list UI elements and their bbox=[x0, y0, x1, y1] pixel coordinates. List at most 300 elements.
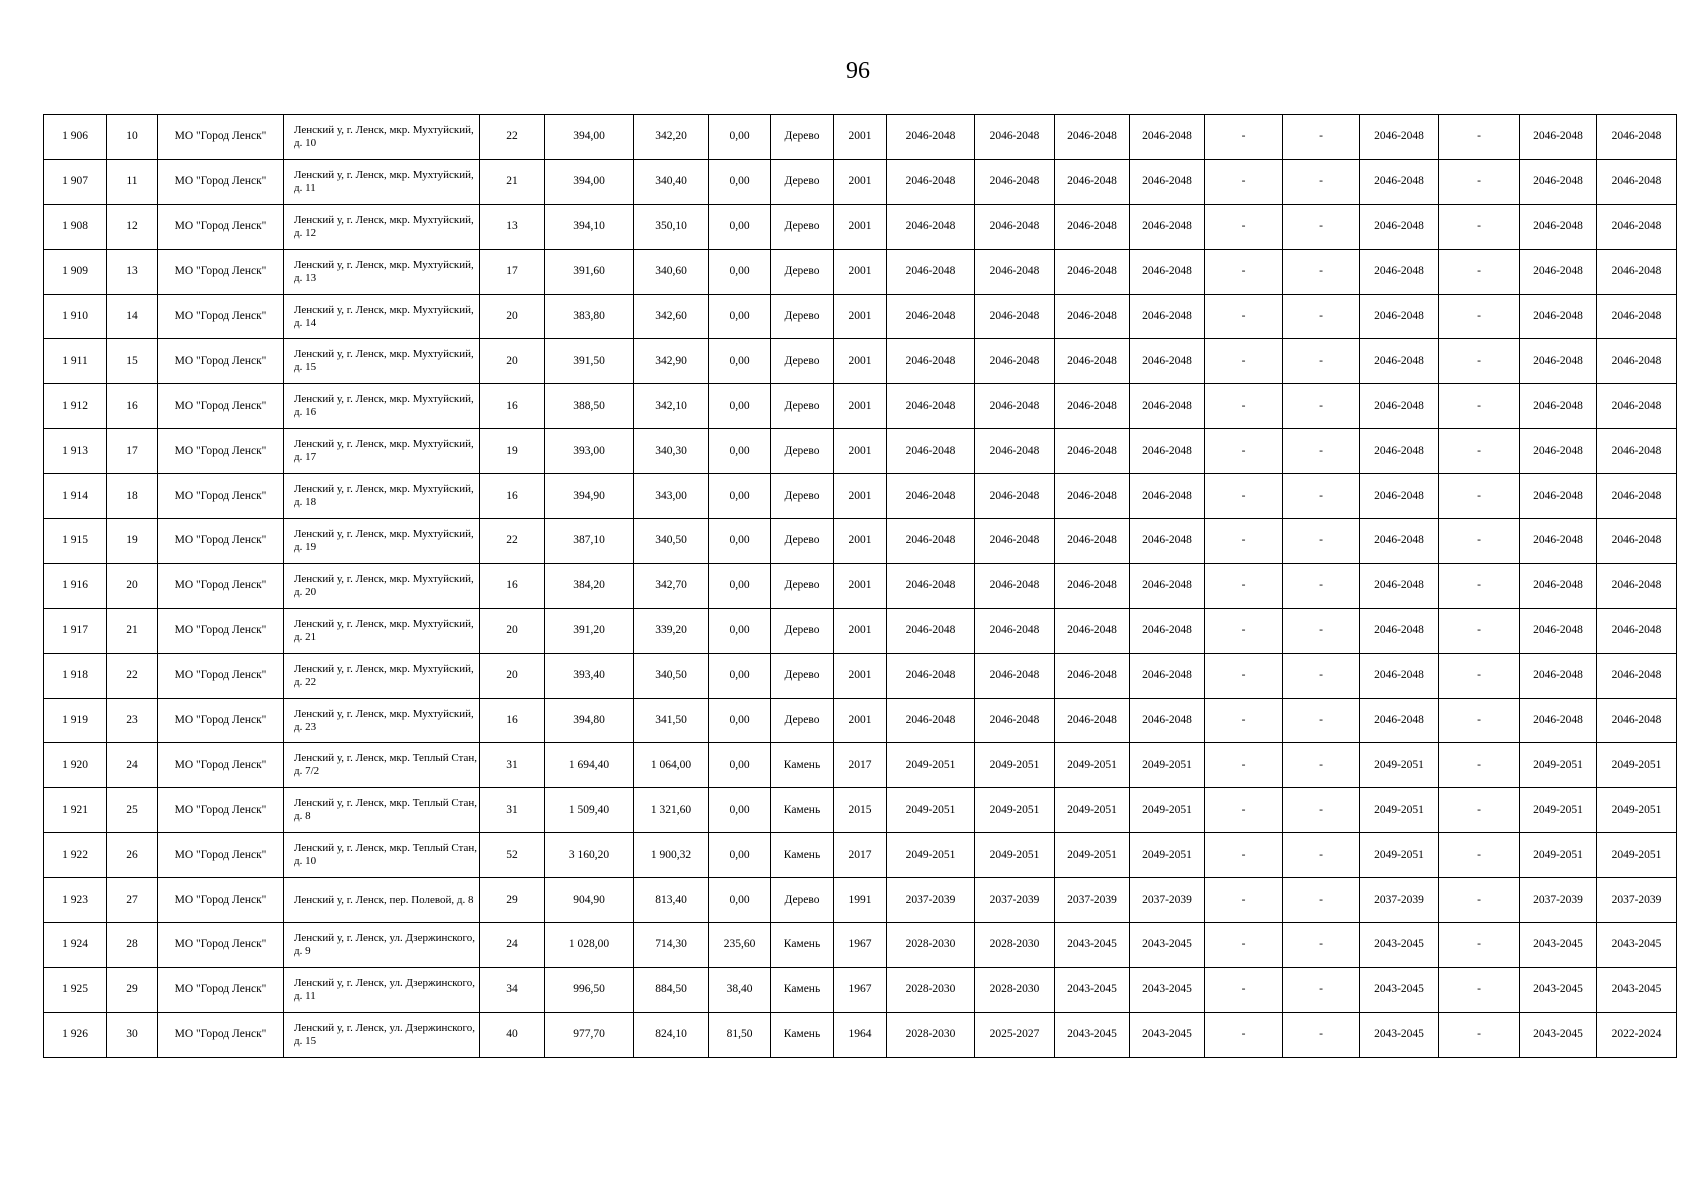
cell-row-number: 24 bbox=[107, 743, 158, 788]
cell-period-col-5: 2046-2048 bbox=[1360, 249, 1439, 294]
cell-dash-col-3: - bbox=[1439, 653, 1520, 698]
cell-wall-material: Дерево bbox=[771, 159, 834, 204]
cell-row-number: 20 bbox=[107, 563, 158, 608]
cell-period-col-7: 2022-2024 bbox=[1597, 1012, 1677, 1057]
cell-period-col-3: 2046-2048 bbox=[1055, 249, 1130, 294]
cell-year-built: 2001 bbox=[834, 653, 887, 698]
cell-period-col-4: 2046-2048 bbox=[1130, 294, 1205, 339]
table-row bbox=[44, 1012, 1677, 1057]
cell-wall-material: Дерево bbox=[771, 294, 834, 339]
cell-year-built: 1967 bbox=[834, 967, 887, 1012]
cell-period-col-3: 2043-2045 bbox=[1055, 1012, 1130, 1057]
cell-period-col-1: 2046-2048 bbox=[887, 204, 975, 249]
cell-total-area: 904,90 bbox=[545, 878, 634, 923]
cell-nonresidential-area: 0,00 bbox=[709, 878, 771, 923]
table-row bbox=[44, 474, 1677, 519]
cell-period-col-7: 2046-2048 bbox=[1597, 294, 1677, 339]
cell-living-area: 340,40 bbox=[634, 159, 709, 204]
cell-year-built: 2017 bbox=[834, 833, 887, 878]
cell-dash-col-3: - bbox=[1439, 294, 1520, 339]
cell-year-count: 16 bbox=[480, 474, 545, 519]
cell-row-number: 23 bbox=[107, 698, 158, 743]
cell-wall-material: Камень bbox=[771, 1012, 834, 1057]
cell-municipality: МО "Город Ленск" bbox=[158, 249, 284, 294]
cell-year-count: 16 bbox=[480, 563, 545, 608]
cell-registry-number: 1 914 bbox=[44, 474, 107, 519]
cell-address: Ленский у, г. Ленск, мкр. Мухтуйский, д. 14 bbox=[284, 294, 480, 339]
cell-period-col-6: 2043-2045 bbox=[1520, 923, 1597, 968]
cell-period-col-2: 2028-2030 bbox=[975, 923, 1055, 968]
cell-dash-col-3: - bbox=[1439, 115, 1520, 160]
cell-dash-col-2: - bbox=[1283, 743, 1360, 788]
cell-period-col-7: 2049-2051 bbox=[1597, 833, 1677, 878]
cell-municipality: МО "Город Ленск" bbox=[158, 294, 284, 339]
cell-period-col-7: 2046-2048 bbox=[1597, 339, 1677, 384]
cell-period-col-2: 2046-2048 bbox=[975, 519, 1055, 564]
cell-wall-material: Дерево bbox=[771, 339, 834, 384]
cell-period-col-3: 2049-2051 bbox=[1055, 833, 1130, 878]
cell-year-built: 1964 bbox=[834, 1012, 887, 1057]
cell-period-col-3: 2046-2048 bbox=[1055, 384, 1130, 429]
cell-year-count: 20 bbox=[480, 294, 545, 339]
cell-address: Ленский у, г. Ленск, мкр. Мухтуйский, д. 22 bbox=[284, 653, 480, 698]
cell-period-col-7: 2046-2048 bbox=[1597, 698, 1677, 743]
cell-living-area: 714,30 bbox=[634, 923, 709, 968]
cell-dash-col-1: - bbox=[1205, 608, 1283, 653]
cell-nonresidential-area: 0,00 bbox=[709, 384, 771, 429]
cell-year-built: 2001 bbox=[834, 339, 887, 384]
cell-wall-material: Камень bbox=[771, 743, 834, 788]
cell-period-col-6: 2043-2045 bbox=[1520, 967, 1597, 1012]
cell-address: Ленский у, г. Ленск, пер. Полевой, д. 8 bbox=[284, 878, 480, 923]
cell-year-built: 1967 bbox=[834, 923, 887, 968]
cell-row-number: 28 bbox=[107, 923, 158, 968]
cell-period-col-4: 2049-2051 bbox=[1130, 788, 1205, 833]
cell-registry-number: 1 922 bbox=[44, 833, 107, 878]
cell-nonresidential-area: 0,00 bbox=[709, 608, 771, 653]
cell-period-col-7: 2049-2051 bbox=[1597, 788, 1677, 833]
cell-period-col-1: 2046-2048 bbox=[887, 519, 975, 564]
cell-period-col-4: 2046-2048 bbox=[1130, 653, 1205, 698]
cell-total-area: 1 509,40 bbox=[545, 788, 634, 833]
cell-year-built: 2017 bbox=[834, 743, 887, 788]
cell-wall-material: Дерево bbox=[771, 115, 834, 160]
cell-year-built: 2001 bbox=[834, 159, 887, 204]
cell-period-col-5: 2046-2048 bbox=[1360, 519, 1439, 564]
cell-period-col-1: 2049-2051 bbox=[887, 743, 975, 788]
cell-total-area: 394,00 bbox=[545, 115, 634, 160]
cell-period-col-2: 2046-2048 bbox=[975, 339, 1055, 384]
cell-year-built: 2001 bbox=[834, 698, 887, 743]
cell-dash-col-2: - bbox=[1283, 339, 1360, 384]
cell-municipality: МО "Город Ленск" bbox=[158, 159, 284, 204]
cell-registry-number: 1 918 bbox=[44, 653, 107, 698]
cell-row-number: 16 bbox=[107, 384, 158, 429]
cell-dash-col-2: - bbox=[1283, 159, 1360, 204]
cell-dash-col-2: - bbox=[1283, 294, 1360, 339]
cell-year-built: 2001 bbox=[834, 249, 887, 294]
cell-address: Ленский у, г. Ленск, ул. Дзержинского, д. 9 bbox=[284, 923, 480, 968]
cell-period-col-4: 2043-2045 bbox=[1130, 1012, 1205, 1057]
cell-period-col-7: 2037-2039 bbox=[1597, 878, 1677, 923]
cell-row-number: 27 bbox=[107, 878, 158, 923]
cell-dash-col-2: - bbox=[1283, 608, 1360, 653]
cell-period-col-3: 2046-2048 bbox=[1055, 204, 1130, 249]
cell-dash-col-1: - bbox=[1205, 1012, 1283, 1057]
cell-period-col-7: 2046-2048 bbox=[1597, 519, 1677, 564]
cell-period-col-4: 2046-2048 bbox=[1130, 384, 1205, 429]
cell-total-area: 394,00 bbox=[545, 159, 634, 204]
cell-year-count: 20 bbox=[480, 653, 545, 698]
cell-period-col-6: 2046-2048 bbox=[1520, 115, 1597, 160]
cell-municipality: МО "Город Ленск" bbox=[158, 698, 284, 743]
cell-address: Ленский у, г. Ленск, мкр. Мухтуйский, д. 11 bbox=[284, 159, 480, 204]
cell-living-area: 350,10 bbox=[634, 204, 709, 249]
cell-period-col-4: 2049-2051 bbox=[1130, 743, 1205, 788]
cell-dash-col-2: - bbox=[1283, 1012, 1360, 1057]
cell-row-number: 25 bbox=[107, 788, 158, 833]
cell-period-col-6: 2049-2051 bbox=[1520, 833, 1597, 878]
cell-period-col-6: 2049-2051 bbox=[1520, 743, 1597, 788]
cell-registry-number: 1 910 bbox=[44, 294, 107, 339]
cell-period-col-4: 2046-2048 bbox=[1130, 563, 1205, 608]
cell-year-count: 17 bbox=[480, 249, 545, 294]
cell-address: Ленский у, г. Ленск, мкр. Мухтуйский, д. 20 bbox=[284, 563, 480, 608]
cell-period-col-2: 2046-2048 bbox=[975, 294, 1055, 339]
table-row bbox=[44, 249, 1677, 294]
cell-period-col-5: 2046-2048 bbox=[1360, 653, 1439, 698]
cell-municipality: МО "Город Ленск" bbox=[158, 608, 284, 653]
cell-total-area: 393,00 bbox=[545, 429, 634, 474]
cell-year-built: 1991 bbox=[834, 878, 887, 923]
cell-period-col-6: 2046-2048 bbox=[1520, 608, 1597, 653]
cell-living-area: 343,00 bbox=[634, 474, 709, 519]
cell-period-col-7: 2046-2048 bbox=[1597, 563, 1677, 608]
cell-living-area: 884,50 bbox=[634, 967, 709, 1012]
cell-period-col-5: 2046-2048 bbox=[1360, 159, 1439, 204]
cell-period-col-3: 2037-2039 bbox=[1055, 878, 1130, 923]
cell-period-col-1: 2046-2048 bbox=[887, 474, 975, 519]
cell-period-col-4: 2046-2048 bbox=[1130, 204, 1205, 249]
cell-period-col-5: 2043-2045 bbox=[1360, 923, 1439, 968]
cell-year-count: 21 bbox=[480, 159, 545, 204]
cell-dash-col-2: - bbox=[1283, 788, 1360, 833]
cell-wall-material: Дерево bbox=[771, 519, 834, 564]
table-row bbox=[44, 743, 1677, 788]
cell-period-col-6: 2049-2051 bbox=[1520, 788, 1597, 833]
cell-living-area: 340,50 bbox=[634, 653, 709, 698]
cell-total-area: 391,50 bbox=[545, 339, 634, 384]
cell-dash-col-2: - bbox=[1283, 653, 1360, 698]
table-row bbox=[44, 339, 1677, 384]
cell-registry-number: 1 923 bbox=[44, 878, 107, 923]
cell-nonresidential-area: 0,00 bbox=[709, 294, 771, 339]
cell-period-col-3: 2046-2048 bbox=[1055, 159, 1130, 204]
cell-registry-number: 1 917 bbox=[44, 608, 107, 653]
table-row bbox=[44, 115, 1677, 160]
cell-period-col-2: 2046-2048 bbox=[975, 384, 1055, 429]
cell-period-col-3: 2046-2048 bbox=[1055, 563, 1130, 608]
cell-municipality: МО "Город Ленск" bbox=[158, 115, 284, 160]
cell-dash-col-3: - bbox=[1439, 833, 1520, 878]
cell-period-col-7: 2043-2045 bbox=[1597, 967, 1677, 1012]
cell-living-area: 813,40 bbox=[634, 878, 709, 923]
cell-period-col-3: 2046-2048 bbox=[1055, 115, 1130, 160]
cell-period-col-7: 2049-2051 bbox=[1597, 743, 1677, 788]
cell-period-col-7: 2046-2048 bbox=[1597, 115, 1677, 160]
cell-period-col-5: 2043-2045 bbox=[1360, 1012, 1439, 1057]
cell-wall-material: Дерево bbox=[771, 384, 834, 429]
cell-dash-col-1: - bbox=[1205, 743, 1283, 788]
cell-living-area: 1 900,32 bbox=[634, 833, 709, 878]
cell-year-built: 2001 bbox=[834, 429, 887, 474]
cell-address: Ленский у, г. Ленск, мкр. Мухтуйский, д. 18 bbox=[284, 474, 480, 519]
cell-wall-material: Дерево bbox=[771, 653, 834, 698]
cell-wall-material: Дерево bbox=[771, 878, 834, 923]
cell-period-col-3: 2046-2048 bbox=[1055, 608, 1130, 653]
cell-period-col-3: 2046-2048 bbox=[1055, 339, 1130, 384]
cell-period-col-1: 2046-2048 bbox=[887, 159, 975, 204]
cell-wall-material: Дерево bbox=[771, 474, 834, 519]
cell-period-col-3: 2043-2045 bbox=[1055, 923, 1130, 968]
cell-total-area: 391,20 bbox=[545, 608, 634, 653]
cell-year-built: 2001 bbox=[834, 115, 887, 160]
cell-period-col-3: 2046-2048 bbox=[1055, 294, 1130, 339]
cell-dash-col-3: - bbox=[1439, 1012, 1520, 1057]
cell-dash-col-3: - bbox=[1439, 339, 1520, 384]
cell-dash-col-1: - bbox=[1205, 339, 1283, 384]
cell-period-col-1: 2046-2048 bbox=[887, 339, 975, 384]
cell-municipality: МО "Город Ленск" bbox=[158, 743, 284, 788]
cell-address: Ленский у, г. Ленск, мкр. Мухтуйский, д. 13 bbox=[284, 249, 480, 294]
cell-municipality: МО "Город Ленск" bbox=[158, 833, 284, 878]
table-row bbox=[44, 653, 1677, 698]
cell-year-count: 40 bbox=[480, 1012, 545, 1057]
cell-period-col-5: 2037-2039 bbox=[1360, 878, 1439, 923]
cell-wall-material: Камень bbox=[771, 788, 834, 833]
cell-dash-col-1: - bbox=[1205, 249, 1283, 294]
cell-period-col-7: 2046-2048 bbox=[1597, 204, 1677, 249]
cell-dash-col-3: - bbox=[1439, 519, 1520, 564]
cell-period-col-4: 2043-2045 bbox=[1130, 923, 1205, 968]
cell-registry-number: 1 909 bbox=[44, 249, 107, 294]
cell-year-count: 19 bbox=[480, 429, 545, 474]
cell-wall-material: Дерево bbox=[771, 249, 834, 294]
cell-municipality: МО "Город Ленск" bbox=[158, 384, 284, 429]
cell-year-count: 31 bbox=[480, 743, 545, 788]
table-row bbox=[44, 608, 1677, 653]
cell-period-col-5: 2046-2048 bbox=[1360, 698, 1439, 743]
table-row bbox=[44, 563, 1677, 608]
cell-living-area: 341,50 bbox=[634, 698, 709, 743]
table-body bbox=[44, 115, 1677, 1058]
cell-nonresidential-area: 81,50 bbox=[709, 1012, 771, 1057]
cell-period-col-1: 2046-2048 bbox=[887, 608, 975, 653]
cell-year-built: 2001 bbox=[834, 384, 887, 429]
cell-period-col-2: 2046-2048 bbox=[975, 159, 1055, 204]
housing-registry-table bbox=[43, 114, 1677, 1058]
cell-wall-material: Камень bbox=[771, 923, 834, 968]
cell-dash-col-2: - bbox=[1283, 698, 1360, 743]
cell-period-col-2: 2046-2048 bbox=[975, 249, 1055, 294]
table-row bbox=[44, 159, 1677, 204]
cell-address: Ленский у, г. Ленск, мкр. Теплый Стан, д. 7/2 bbox=[284, 743, 480, 788]
cell-dash-col-2: - bbox=[1283, 923, 1360, 968]
cell-year-count: 16 bbox=[480, 698, 545, 743]
table-row bbox=[44, 878, 1677, 923]
table-row bbox=[44, 204, 1677, 249]
cell-dash-col-3: - bbox=[1439, 878, 1520, 923]
cell-row-number: 12 bbox=[107, 204, 158, 249]
cell-address: Ленский у, г. Ленск, мкр. Мухтуйский, д. 23 bbox=[284, 698, 480, 743]
cell-total-area: 393,40 bbox=[545, 653, 634, 698]
cell-period-col-3: 2043-2045 bbox=[1055, 967, 1130, 1012]
cell-period-col-6: 2046-2048 bbox=[1520, 474, 1597, 519]
cell-total-area: 1 694,40 bbox=[545, 743, 634, 788]
cell-period-col-1: 2046-2048 bbox=[887, 563, 975, 608]
cell-row-number: 17 bbox=[107, 429, 158, 474]
cell-nonresidential-area: 0,00 bbox=[709, 115, 771, 160]
cell-nonresidential-area: 0,00 bbox=[709, 698, 771, 743]
cell-row-number: 10 bbox=[107, 115, 158, 160]
cell-nonresidential-area: 0,00 bbox=[709, 743, 771, 788]
cell-dash-col-3: - bbox=[1439, 204, 1520, 249]
cell-year-built: 2001 bbox=[834, 294, 887, 339]
cell-dash-col-3: - bbox=[1439, 698, 1520, 743]
cell-registry-number: 1 925 bbox=[44, 967, 107, 1012]
cell-registry-number: 1 919 bbox=[44, 698, 107, 743]
cell-dash-col-2: - bbox=[1283, 384, 1360, 429]
cell-period-col-1: 2028-2030 bbox=[887, 1012, 975, 1057]
cell-dash-col-2: - bbox=[1283, 519, 1360, 564]
cell-period-col-2: 2046-2048 bbox=[975, 653, 1055, 698]
cell-nonresidential-area: 235,60 bbox=[709, 923, 771, 968]
cell-municipality: МО "Город Ленск" bbox=[158, 967, 284, 1012]
cell-period-col-7: 2046-2048 bbox=[1597, 474, 1677, 519]
cell-year-count: 13 bbox=[480, 204, 545, 249]
cell-registry-number: 1 906 bbox=[44, 115, 107, 160]
cell-period-col-6: 2046-2048 bbox=[1520, 159, 1597, 204]
cell-living-area: 340,30 bbox=[634, 429, 709, 474]
cell-period-col-1: 2037-2039 bbox=[887, 878, 975, 923]
cell-dash-col-1: - bbox=[1205, 788, 1283, 833]
cell-year-built: 2001 bbox=[834, 474, 887, 519]
cell-period-col-5: 2046-2048 bbox=[1360, 608, 1439, 653]
cell-dash-col-2: - bbox=[1283, 878, 1360, 923]
cell-period-col-7: 2046-2048 bbox=[1597, 384, 1677, 429]
cell-period-col-2: 2049-2051 bbox=[975, 788, 1055, 833]
cell-period-col-7: 2046-2048 bbox=[1597, 249, 1677, 294]
cell-registry-number: 1 915 bbox=[44, 519, 107, 564]
cell-dash-col-2: - bbox=[1283, 115, 1360, 160]
cell-period-col-2: 2046-2048 bbox=[975, 204, 1055, 249]
cell-period-col-4: 2046-2048 bbox=[1130, 339, 1205, 384]
cell-period-col-6: 2046-2048 bbox=[1520, 204, 1597, 249]
cell-dash-col-2: - bbox=[1283, 833, 1360, 878]
cell-address: Ленский у, г. Ленск, мкр. Мухтуйский, д. 19 bbox=[284, 519, 480, 564]
cell-period-col-5: 2046-2048 bbox=[1360, 115, 1439, 160]
cell-registry-number: 1 908 bbox=[44, 204, 107, 249]
cell-year-count: 20 bbox=[480, 608, 545, 653]
cell-dash-col-1: - bbox=[1205, 474, 1283, 519]
table-row bbox=[44, 967, 1677, 1012]
cell-period-col-1: 2028-2030 bbox=[887, 923, 975, 968]
cell-total-area: 996,50 bbox=[545, 967, 634, 1012]
cell-row-number: 26 bbox=[107, 833, 158, 878]
cell-period-col-4: 2046-2048 bbox=[1130, 608, 1205, 653]
cell-dash-col-2: - bbox=[1283, 563, 1360, 608]
cell-period-col-1: 2046-2048 bbox=[887, 294, 975, 339]
cell-period-col-2: 2046-2048 bbox=[975, 608, 1055, 653]
cell-dash-col-3: - bbox=[1439, 474, 1520, 519]
cell-living-area: 342,90 bbox=[634, 339, 709, 384]
cell-period-col-5: 2046-2048 bbox=[1360, 294, 1439, 339]
cell-row-number: 15 bbox=[107, 339, 158, 384]
cell-period-col-2: 2046-2048 bbox=[975, 115, 1055, 160]
cell-period-col-6: 2046-2048 bbox=[1520, 698, 1597, 743]
cell-address: Ленский у, г. Ленск, мкр. Теплый Стан, д. 10 bbox=[284, 833, 480, 878]
cell-municipality: МО "Город Ленск" bbox=[158, 204, 284, 249]
cell-year-count: 29 bbox=[480, 878, 545, 923]
cell-period-col-1: 2046-2048 bbox=[887, 698, 975, 743]
cell-municipality: МО "Город Ленск" bbox=[158, 923, 284, 968]
cell-period-col-4: 2046-2048 bbox=[1130, 429, 1205, 474]
cell-nonresidential-area: 0,00 bbox=[709, 563, 771, 608]
cell-dash-col-1: - bbox=[1205, 878, 1283, 923]
cell-period-col-5: 2046-2048 bbox=[1360, 429, 1439, 474]
cell-living-area: 342,20 bbox=[634, 115, 709, 160]
table-row bbox=[44, 833, 1677, 878]
cell-row-number: 18 bbox=[107, 474, 158, 519]
cell-living-area: 342,70 bbox=[634, 563, 709, 608]
cell-period-col-1: 2049-2051 bbox=[887, 788, 975, 833]
cell-period-col-6: 2046-2048 bbox=[1520, 384, 1597, 429]
cell-nonresidential-area: 0,00 bbox=[709, 833, 771, 878]
cell-period-col-1: 2028-2030 bbox=[887, 967, 975, 1012]
cell-period-col-6: 2046-2048 bbox=[1520, 429, 1597, 474]
cell-year-count: 34 bbox=[480, 967, 545, 1012]
cell-dash-col-1: - bbox=[1205, 115, 1283, 160]
cell-registry-number: 1 921 bbox=[44, 788, 107, 833]
cell-dash-col-1: - bbox=[1205, 519, 1283, 564]
cell-period-col-5: 2046-2048 bbox=[1360, 384, 1439, 429]
cell-living-area: 342,60 bbox=[634, 294, 709, 339]
cell-address: Ленский у, г. Ленск, мкр. Мухтуйский, д. 12 bbox=[284, 204, 480, 249]
cell-nonresidential-area: 0,00 bbox=[709, 159, 771, 204]
cell-nonresidential-area: 38,40 bbox=[709, 967, 771, 1012]
cell-period-col-5: 2046-2048 bbox=[1360, 563, 1439, 608]
cell-year-built: 2001 bbox=[834, 519, 887, 564]
cell-address: Ленский у, г. Ленск, мкр. Мухтуйский, д. 16 bbox=[284, 384, 480, 429]
cell-nonresidential-area: 0,00 bbox=[709, 519, 771, 564]
cell-dash-col-3: - bbox=[1439, 563, 1520, 608]
cell-period-col-1: 2046-2048 bbox=[887, 653, 975, 698]
table-row bbox=[44, 698, 1677, 743]
cell-address: Ленский у, г. Ленск, мкр. Теплый Стан, д. 8 bbox=[284, 788, 480, 833]
cell-row-number: 30 bbox=[107, 1012, 158, 1057]
cell-wall-material: Камень bbox=[771, 967, 834, 1012]
cell-dash-col-3: - bbox=[1439, 384, 1520, 429]
cell-total-area: 387,10 bbox=[545, 519, 634, 564]
cell-wall-material: Дерево bbox=[771, 563, 834, 608]
cell-municipality: МО "Город Ленск" bbox=[158, 519, 284, 564]
cell-period-col-2: 2037-2039 bbox=[975, 878, 1055, 923]
cell-period-col-7: 2046-2048 bbox=[1597, 159, 1677, 204]
cell-year-count: 20 bbox=[480, 339, 545, 384]
cell-period-col-2: 2049-2051 bbox=[975, 833, 1055, 878]
cell-total-area: 394,10 bbox=[545, 204, 634, 249]
table-row bbox=[44, 923, 1677, 968]
